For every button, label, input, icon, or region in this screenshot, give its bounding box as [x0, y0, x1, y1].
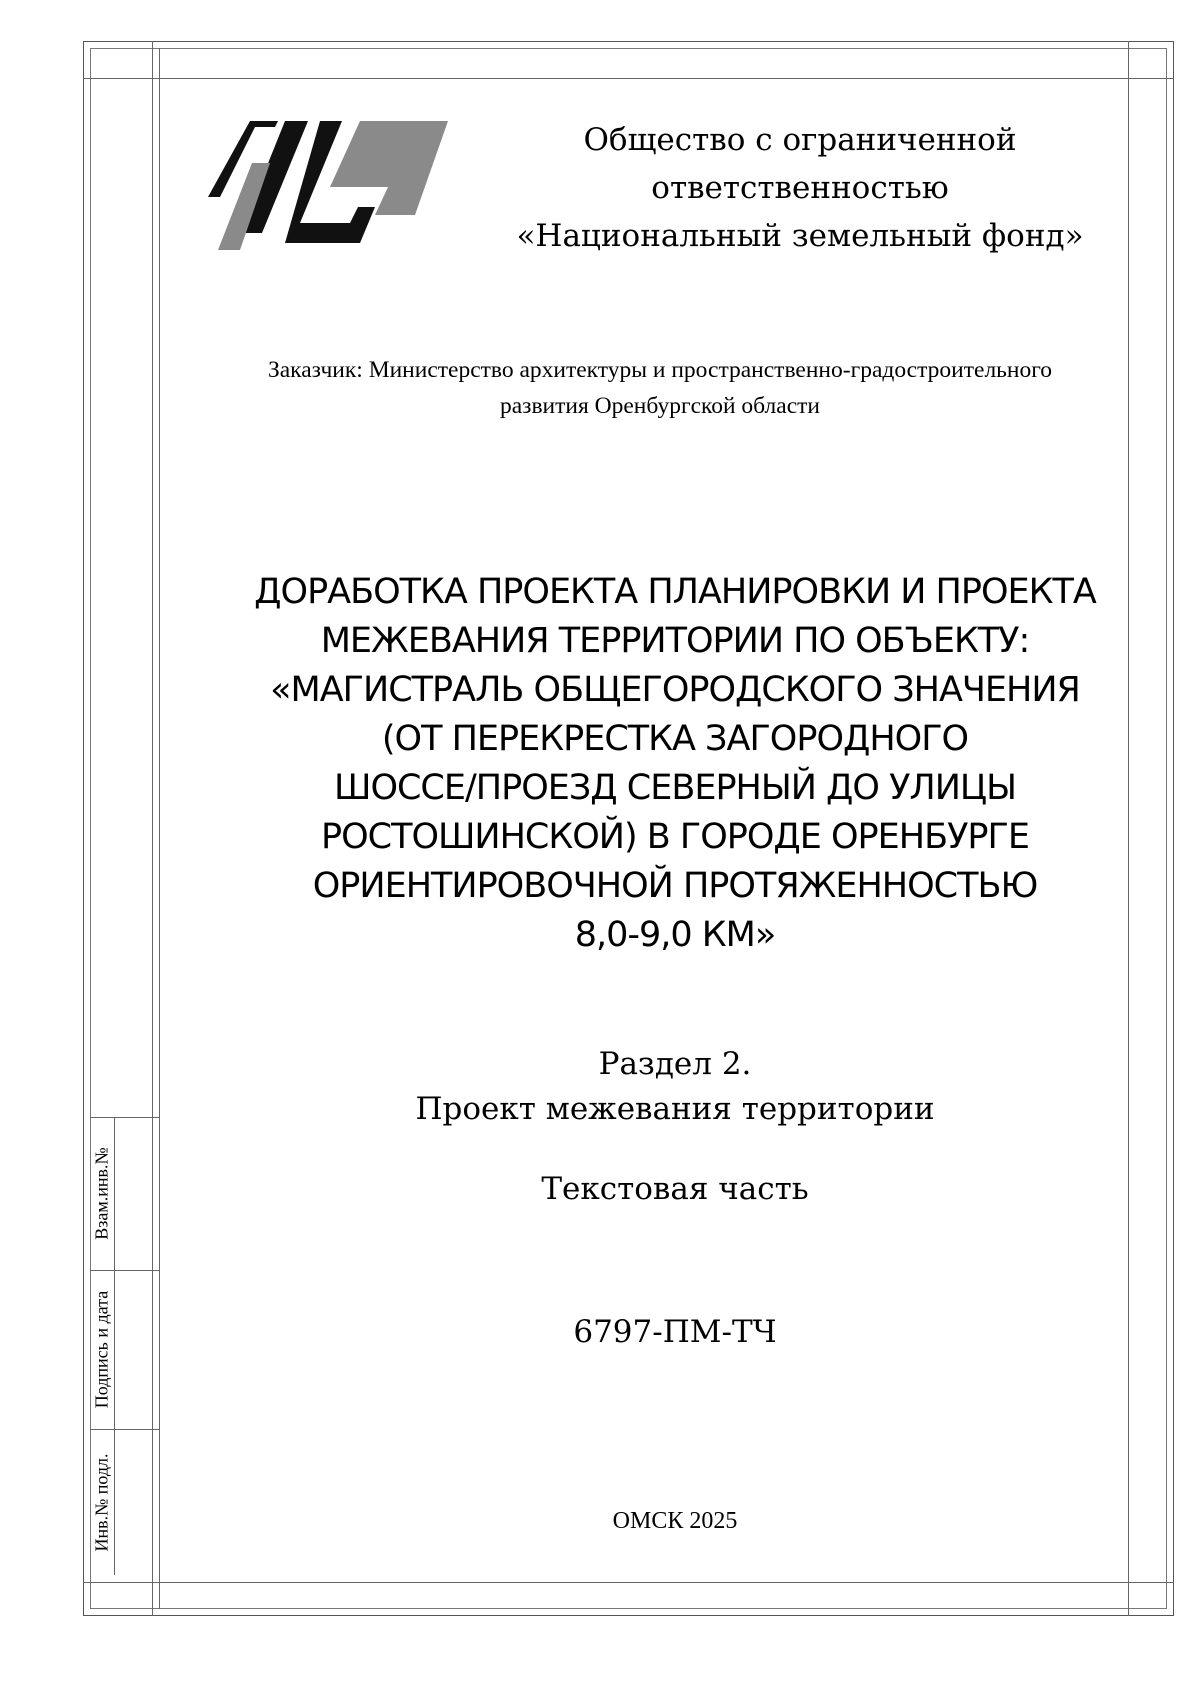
side-stamp-exchange-inv-label: Взам.инв.№: [91, 1147, 112, 1240]
side-stamp-signature-date: [90, 1270, 114, 1429]
title-line: МЕЖЕВАНИЯ ТЕРРИТОРИИ ПО ОБЪЕКТУ:: [320, 621, 1030, 661]
side-stamp-original-inv: [90, 1429, 114, 1575]
organization-name-line: ответственностью: [651, 170, 949, 206]
document-code: 6797-ПМ-ТЧ: [573, 1314, 777, 1350]
side-stamp-signature-date-label: Подпись и дата: [91, 1290, 112, 1409]
title-line: 8,0-9,0 КМ»: [574, 915, 776, 955]
title-line: «МАГИСТРАЛЬ ОБЩЕГОРОДСКОГО ЗНАЧЕНИЯ: [270, 670, 1080, 710]
title-line: ШОССЕ/ПРОЕЗД СЕВЕРНЫЙ ДО УЛИЦЫ: [334, 768, 1016, 808]
frame-margin-line: [152, 41, 153, 1616]
logo-gray-shape-right: [330, 121, 448, 215]
company-logo: [200, 115, 455, 260]
section-number: Раздел 2.: [598, 1046, 752, 1082]
section-name: Проект межевания территории: [415, 1091, 935, 1127]
frame-margin-line-inner: [159, 48, 160, 1609]
title-line: ОРИЕНТИРОВОЧНОЙ ПРОТЯЖЕННОСТЬЮ: [312, 866, 1038, 906]
text-part-label: Текстовая часть: [541, 1171, 809, 1207]
organization-name-line: Общество с ограниченной: [583, 122, 1017, 158]
side-stamp-exchange-inv: [90, 1117, 114, 1270]
section-heading: [175, 1042, 1175, 1132]
side-stamp-divider: [114, 1117, 115, 1575]
frame-top-line: [83, 78, 1174, 79]
frame-bottom-line: [83, 1582, 1174, 1583]
customer-block: [160, 352, 1160, 424]
customer-line: развития Оренбургской области: [499, 393, 820, 419]
title-line: (ОТ ПЕРЕКРЕСТКА ЗАГОРОДНОГО: [381, 719, 969, 759]
organization-name: [480, 116, 1120, 260]
city-year: ОМСК 2025: [612, 1508, 738, 1534]
customer-line: Заказчик: Министерство архитектуры и пространственно-градостроительного: [267, 357, 1053, 383]
side-stamp-original-inv-label: Инв.№ подл.: [91, 1452, 112, 1552]
title-line: ДОРАБОТКА ПРОЕКТА ПЛАНИРОВКИ И ПРОЕКТА: [254, 572, 1096, 612]
title-line: РОСТОШИНСКОЙ) В ГОРОДЕ ОРЕНБУРГЕ: [320, 817, 1029, 857]
organization-name-line: «Национальный земельный фонд»: [516, 218, 1084, 254]
project-title: [175, 568, 1175, 960]
